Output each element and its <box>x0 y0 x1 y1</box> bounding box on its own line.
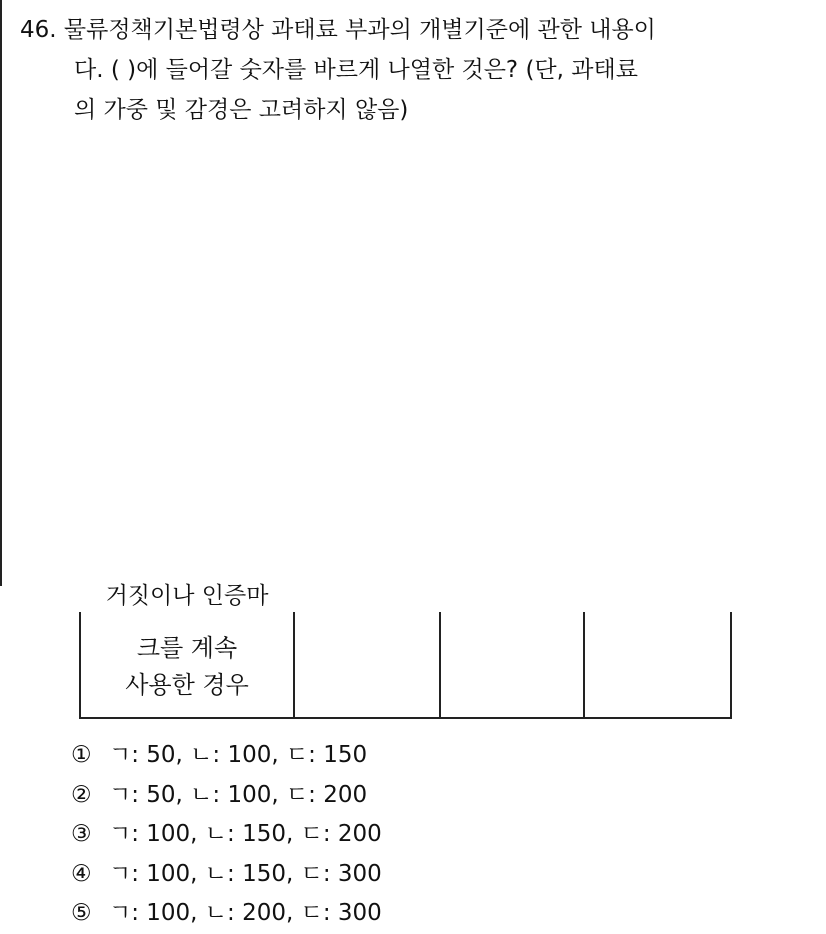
answer-option-5[interactable] <box>71 894 382 934</box>
option-number: ⑤ <box>71 900 92 926</box>
question-line: 다. ( )에 들어갈 숫자를 바르게 나열한 것은? (단, 과태료 <box>74 57 638 83</box>
option-number: ② <box>71 781 92 808</box>
answer-option-1[interactable] <box>71 736 382 776</box>
answer-options <box>71 736 382 934</box>
page-border-line <box>0 0 2 586</box>
answer-option-2[interactable] <box>71 776 382 816</box>
answer-option-3[interactable] <box>71 815 382 855</box>
option-number: ③ <box>71 821 92 847</box>
table-divider <box>583 612 585 717</box>
question-text <box>20 10 810 130</box>
table-fragment <box>79 583 732 719</box>
option-number: ① <box>71 742 92 768</box>
cell-line: 사용한 경우 <box>125 671 249 699</box>
question-line: 의 가중 및 감경은 고려하지 않음) <box>74 97 409 123</box>
option-text: ㄱ: 100, ㄴ: 150, ㄷ: 200 <box>109 821 382 847</box>
cut-off-cell-text: 거짓이나 인증마 <box>105 583 269 609</box>
option-text: ㄱ: 100, ㄴ: 150, ㄷ: 300 <box>109 860 382 887</box>
option-number: ④ <box>71 860 92 887</box>
answer-option-4[interactable] <box>71 855 382 895</box>
question-line: 46. 물류정책기본법령상 과태료 부과의 개별기준에 관한 내용이 <box>20 17 656 43</box>
option-text: ㄱ: 50, ㄴ: 100, ㄷ: 200 <box>109 781 368 808</box>
table-divider <box>439 612 441 717</box>
table-cell-text <box>79 630 295 704</box>
table-border-right <box>730 612 732 717</box>
option-text: ㄱ: 50, ㄴ: 100, ㄷ: 150 <box>109 742 368 768</box>
option-text: ㄱ: 100, ㄴ: 200, ㄷ: 300 <box>109 900 382 926</box>
cell-line: 크를 계속 <box>136 634 238 662</box>
